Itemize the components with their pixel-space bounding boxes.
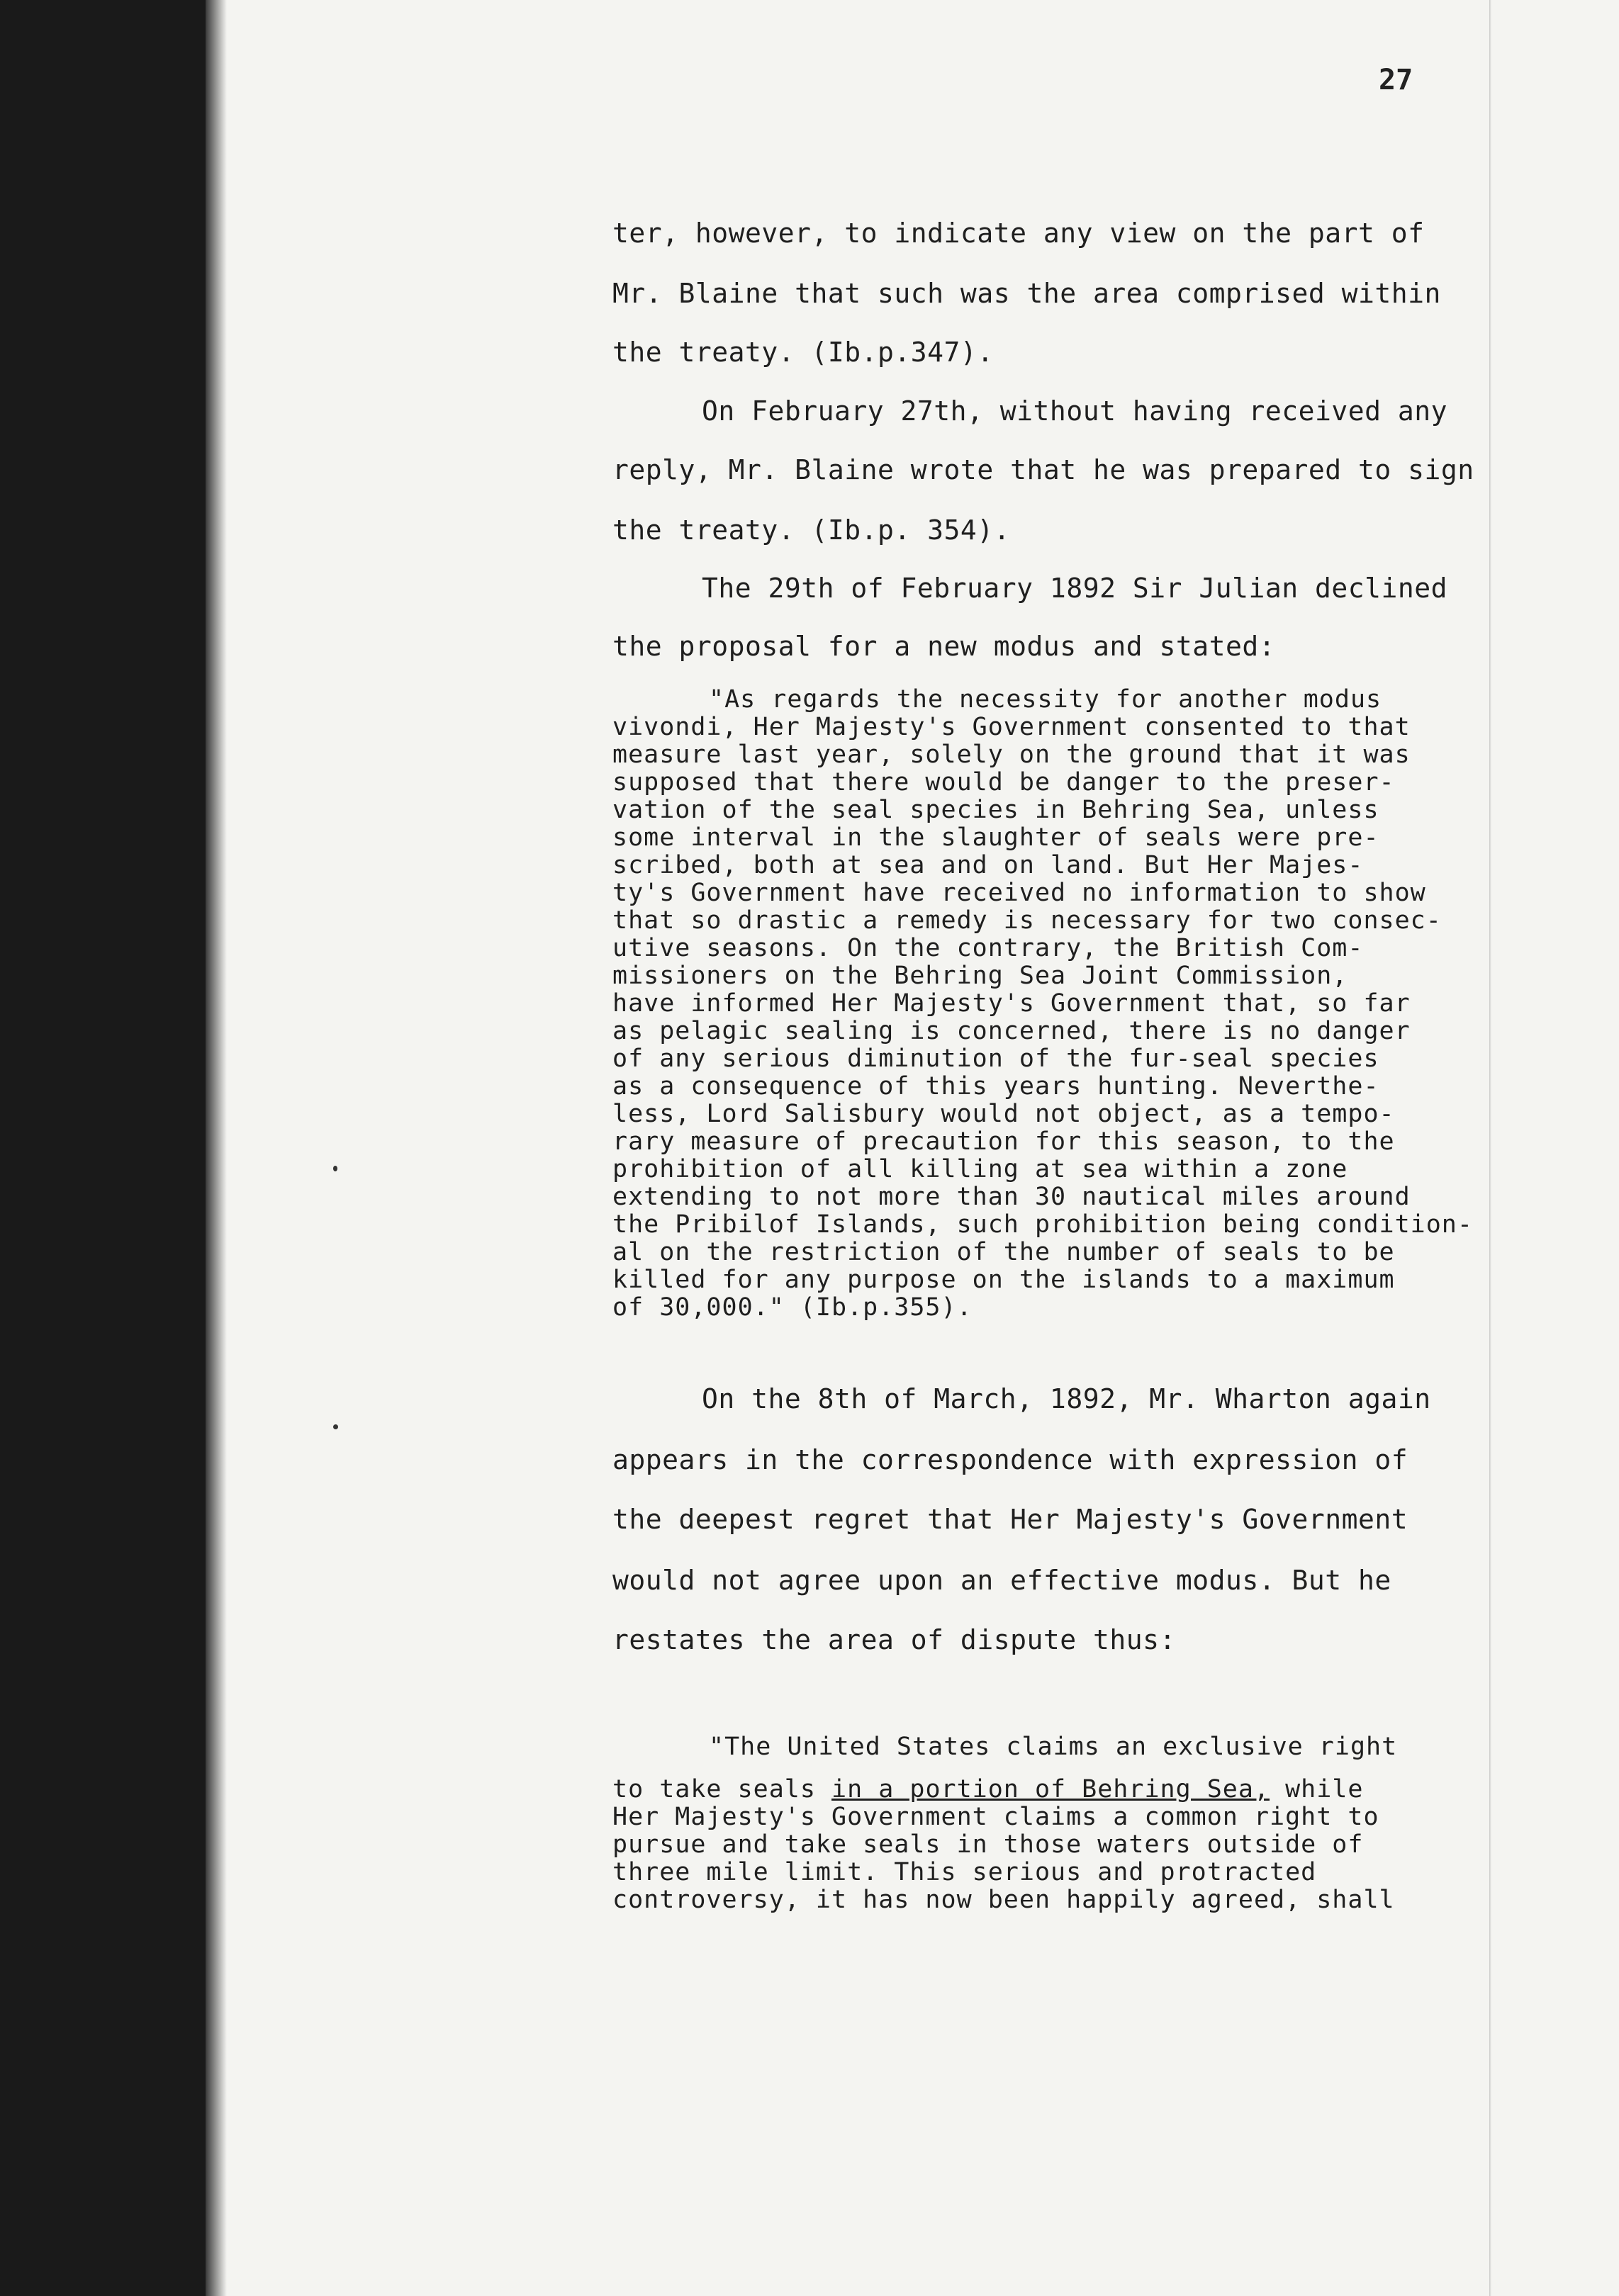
quote-2-line xyxy=(612,1777,1363,1802)
quote-2-line: "The United States claims an exclusive right xyxy=(709,1733,1398,1761)
paragraph-4-line: the deepest regret that Her Majesty's Government xyxy=(612,1504,1408,1535)
quote-1-line: scribed, both at sea and on land. But Her Majes- xyxy=(612,851,1364,879)
quote-1-line: vation of the seal species in Behring Sea, unless xyxy=(612,796,1379,824)
paragraph-1-line: ter, however, to indicate any view on the part of xyxy=(612,218,1425,249)
quote-1-line: have informed Her Majesty's Government that, so far xyxy=(612,989,1411,1018)
quote-1-line: as pelagic sealing is concerned, there is no danger xyxy=(612,1017,1411,1045)
quote-1-line: supposed that there would be danger to the preser- xyxy=(612,768,1395,797)
quote-1-line: extending to not more than 30 nautical miles around xyxy=(612,1183,1411,1211)
paragraph-4-line: On the 8th of March, 1892, Mr. Wharton again xyxy=(702,1383,1431,1414)
quote-1-line: killed for any purpose on the islands to a maximum xyxy=(612,1266,1395,1294)
quote-1-line: measure last year, solely on the ground that it was xyxy=(612,741,1411,769)
quote-1-line: vivondi, Her Majesty's Government consented to that xyxy=(612,713,1411,741)
quote-1-line: of any serious diminution of the fur-seal species xyxy=(612,1045,1379,1073)
paragraph-1-line: the treaty. (Ib.p.347). xyxy=(612,337,994,368)
page-number: 27 xyxy=(1379,64,1413,96)
paragraph-2-line: the treaty. (Ib.p. 354). xyxy=(612,514,1011,546)
quote-1-line: al on the restriction of the number of seals to be xyxy=(612,1238,1395,1266)
quote-2-line: three mile limit. This serious and protracted xyxy=(612,1858,1317,1886)
quote-2-line: controversy, it has now been happily agreed, shall xyxy=(612,1886,1395,1914)
paragraph-1-line: Mr. Blaine that such was the area comprised within xyxy=(612,278,1441,309)
quote-2-text: while xyxy=(1270,1775,1364,1803)
quote-1-line: of 30,000." (Ib.p.355). xyxy=(612,1293,973,1322)
paragraph-4-line: appears in the correspondence with expression of xyxy=(612,1444,1408,1475)
quote-2-underlined-phrase: in a portion of Behring Sea, xyxy=(831,1775,1270,1803)
paragraph-3-line: the proposal for a new modus and stated: xyxy=(612,631,1276,662)
quote-1-line: ty's Government have received no information to show xyxy=(612,879,1426,907)
paragraph-4-line: restates the area of dispute thus: xyxy=(612,1624,1176,1655)
paragraph-4-line: would not agree upon an effective modus. But he xyxy=(612,1565,1391,1596)
quote-1-line: prohibition of all killing at sea within a zone xyxy=(612,1155,1348,1183)
quote-1-line: utive seasons. On the contrary, the British Com- xyxy=(612,934,1364,962)
paragraph-2-line: On February 27th, without having received any xyxy=(702,395,1448,427)
quote-2-line: pursue and take seals in those waters outside of xyxy=(612,1830,1364,1859)
scan-speck xyxy=(333,1424,338,1429)
quote-1-line: "As regards the necessity for another modus xyxy=(709,685,1382,714)
scan-speck xyxy=(333,1166,337,1171)
quote-1-line: some interval in the slaughter of seals were pre- xyxy=(612,823,1379,852)
page-fold-line xyxy=(1489,0,1491,2296)
paragraph-2-line: reply, Mr. Blaine wrote that he was prepared to sign xyxy=(612,454,1474,485)
quote-1-line: less, Lord Salisbury would not object, as a tempo- xyxy=(612,1100,1395,1128)
quote-2-line: Her Majesty's Government claims a common right to xyxy=(612,1803,1379,1831)
quote-1-line: missioners on the Behring Sea Joint Commission, xyxy=(612,962,1348,990)
quote-1-line: rary measure of precaution for this season, to the xyxy=(612,1127,1395,1156)
quote-2-text: to take seals xyxy=(612,1775,832,1803)
quote-1-line: as a consequence of this years hunting. Neverthe- xyxy=(612,1072,1379,1101)
quote-1-line: that so drastic a remedy is necessary for two consec- xyxy=(612,906,1442,935)
quote-1-line: the Pribilof Islands, such prohibition being condition- xyxy=(612,1210,1473,1239)
paragraph-3-line: The 29th of February 1892 Sir Julian declined xyxy=(702,573,1448,604)
page-edge-shadow xyxy=(206,0,227,2296)
